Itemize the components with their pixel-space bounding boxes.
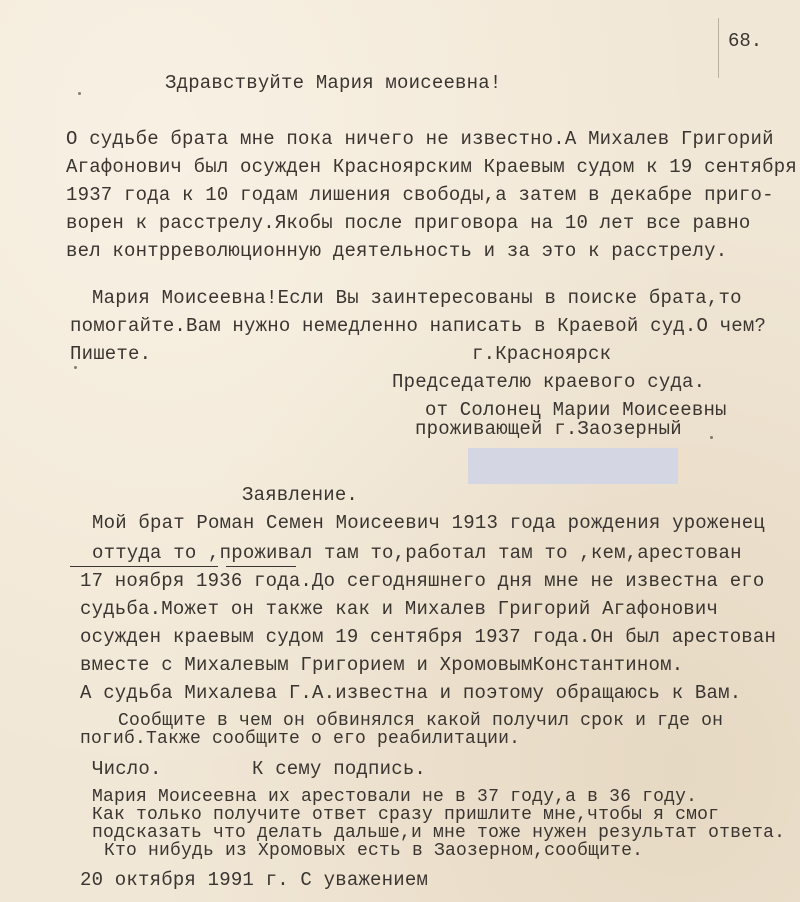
date-label: Число.: [92, 758, 162, 780]
address-from: от Солонец Марии Моисеевны: [425, 399, 727, 421]
greeting: Здравствуйте Мария моисеевна!: [165, 72, 502, 94]
page-number: 68.: [728, 30, 763, 52]
paragraph-line: помогайте.Вам нужно немедленно написать в Краевой суд.О чем?: [70, 315, 767, 337]
date-line: 20 октября 1991 г. С уважением: [80, 869, 429, 891]
statement-line: 17 ноября 1936 года.До сегодняшнего дня мне не известна его: [80, 570, 765, 592]
address-residence: проживающей г.Заозерный: [415, 418, 682, 440]
statement-line: вместе с Михалевым Григорием и ХромовымКонстантином.: [80, 654, 684, 676]
paragraph-line: Агафонович был осужден Красноярским Краевым судом к 19 сентября: [66, 156, 797, 178]
paragraph-line: ворен к расстрелу.Якобы после приговора на 10 лет все равно: [66, 212, 751, 234]
closing-line: Мария Моисеевна их арестовали не в 37 году,а в 36 году.: [92, 787, 698, 807]
statement-line: Сообщите в чем он обвинялся какой получил срок и где он: [118, 711, 724, 731]
address-recipient: Председателю краевого суда.: [392, 371, 706, 393]
closing-line: Кто нибудь из Хромовых есть в Заозерном,сообщите.: [104, 841, 644, 861]
underline: [226, 566, 296, 567]
statement-title: Заявление.: [242, 484, 359, 506]
statement-line: А судьба Михалева Г.А.известна и поэтому обращаюсь к Вам.: [80, 682, 742, 704]
signature-label: К сему подпись.: [252, 758, 427, 780]
statement-line: Мой брат Роман Семен Моисеевич 1913 года рождения уроженец: [92, 512, 765, 534]
statement-line: погиб.Также сообщите о его реабилитации.: [80, 729, 521, 749]
statement-line: осужден краевым судом 19 сентября 1937 года.Он был арестован: [80, 626, 777, 648]
paragraph-line: 1937 года к 10 годам лишения свободы,а затем в декабре приго-: [66, 184, 774, 206]
underline: [70, 566, 218, 567]
paper-speck: [710, 436, 713, 439]
closing-line: подсказать что делать дальше,и мне тоже нужен результат ответа.: [92, 823, 786, 843]
paper-speck: [74, 366, 77, 369]
paragraph-line: Пишете.: [70, 343, 152, 365]
address-city: г.Красноярск: [472, 343, 612, 365]
paragraph-line: Мария Моисеевна!Если Вы заинтересованы в поиске брата,то: [92, 287, 742, 309]
margin-mark: [718, 18, 719, 78]
paragraph-line: О судьбе брата мне пока ничего не известно.А Михалев Григорий: [66, 128, 774, 150]
redacted-block: [468, 448, 678, 484]
paragraph-line: вел контрреволюционную деятельность и за это к расстрелу.: [66, 240, 728, 262]
paper-speck: [78, 92, 81, 95]
statement-line: судьба.Может он также как и Михалев Григорий Агафонович: [80, 598, 719, 620]
statement-line: оттуда то ,проживал там то,работал там то ,кем,арестован: [92, 542, 742, 564]
closing-line: Как только получите ответ сразу пришлите мне,чтобы я смог: [92, 805, 720, 825]
